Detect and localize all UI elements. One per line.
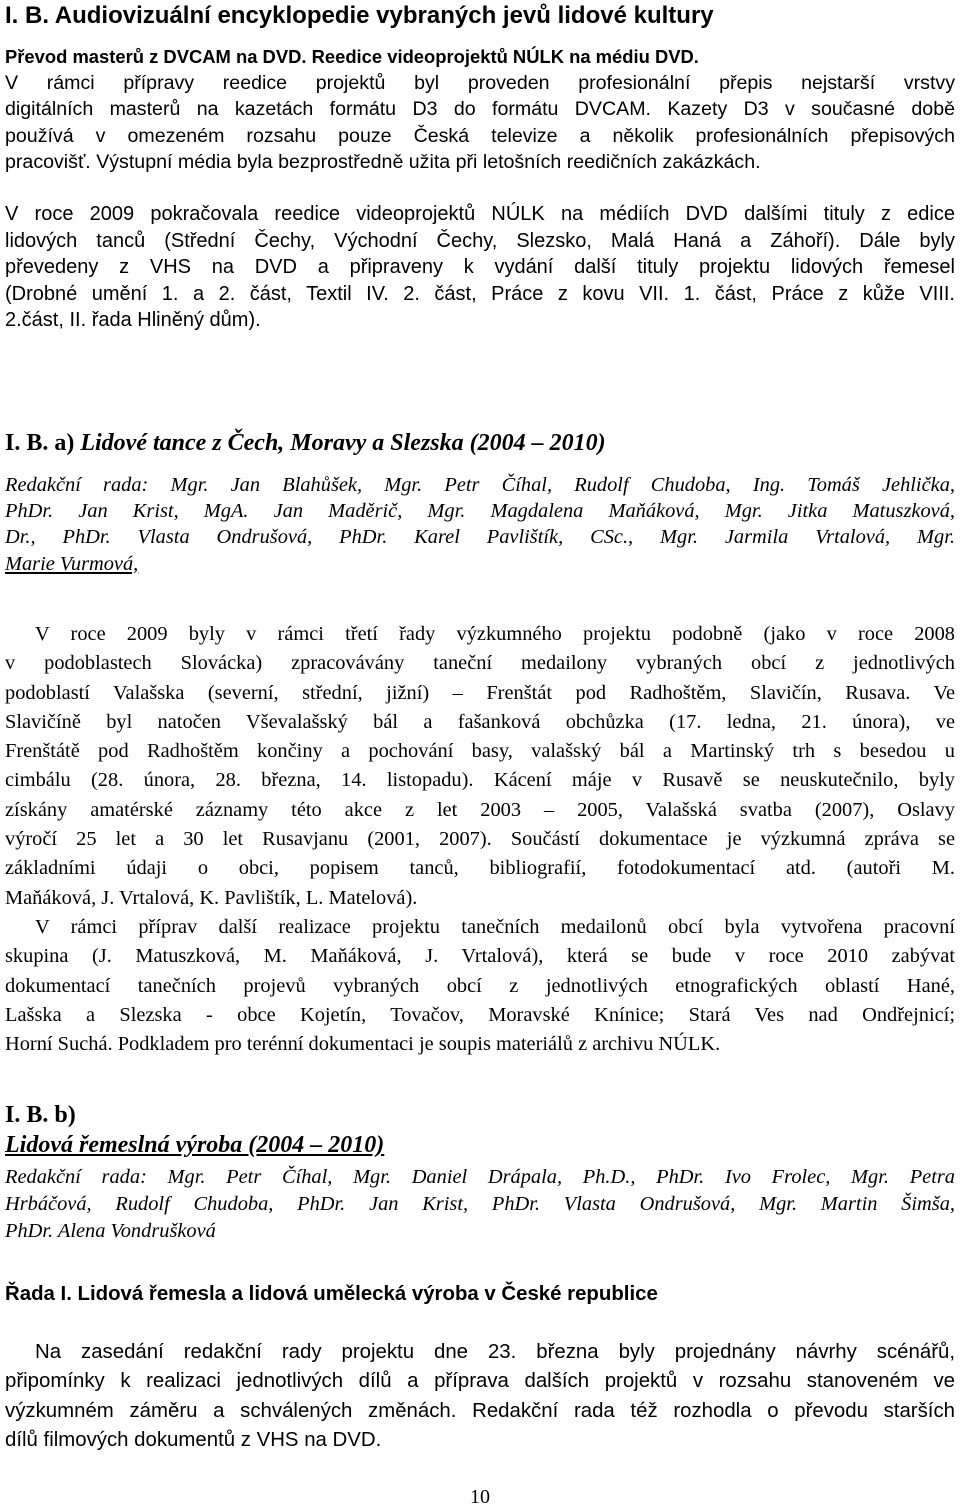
body-line: výročí 25 let a 30 let Rusavjanu (2001, 2007). Součástí dokumentace je výzkumná zpráva se: [5, 828, 955, 851]
body-line: Maňáková, J. Vrtalová, K. Pavlištík, L. Matelová).: [5, 886, 418, 909]
paragraph-line: digitálních masterů na kazetách formátu D3 do formátu DVCAM. Kazety D3 v současné době: [5, 98, 955, 121]
paragraph-reedice: [5, 201, 955, 334]
paragraph-line: (Drobné umění 1. a 2. část, Textil IV. 2. část, Práce z kovu VII. 1. část, Práce z kůže VIII.: [5, 282, 955, 305]
subsection-b-title-text: Lidová řemeslná výroba (2004 – 2010): [5, 1132, 385, 1158]
body-line: výzkumném záměru a schválených změnách. Redakční rada též rozhodla o převodu starších: [5, 1399, 955, 1422]
subsection-a-title: Lidové tance z Čech, Moravy a Slezska (2004 – 2010): [80, 430, 606, 456]
body-line: Frenštátě pod Radhoštěm končiny a pochování basy, valašský bál a Martinský trh s besedou u: [5, 740, 955, 763]
subsection-a-label: I. B. a): [5, 430, 81, 456]
subsection-b-label: I. B. b): [5, 1102, 76, 1128]
body-line: cimbálu (28. února, 28. března, 14. listopadu). Kácení máje v Rusavě se neuskutečnilo, byly: [5, 769, 955, 792]
section-lead: [5, 44, 955, 70]
body-line: skupina (J. Matuszková, M. Maňáková, J. Vrtalová), která se bude v roce 2010 zabývat: [5, 945, 955, 968]
body-line: dílů filmových dokumentů z VHS na DVD.: [5, 1429, 382, 1452]
body-line: V roce 2009 byly v rámci třetí řady výzkumného projektu podobně (jako v roce 2008: [35, 623, 955, 645]
body-line: Slavičíně byl natočen Vševalašský bál a fašanková obchůzka (17. ledna, 21. února), ve: [5, 710, 955, 733]
paragraph-line: lidových tanců (Střední Čechy, Východní Čechy, Slezsko, Malá Haná a Záhoří). Dále byly: [5, 229, 955, 252]
body-line: získány amatérské záznamy této akce z let 2003 – 2005, Valašská svatba (2007), Oslavy: [5, 798, 955, 821]
body-line: připomínky k realizaci jednotlivých dílů a příprava dalších projektů v rozsahu stanoveném ve: [5, 1370, 955, 1393]
page-number: 10: [470, 1486, 490, 1508]
subsection-b-editors: [5, 1164, 955, 1245]
paragraph-line: používá v omezeném rozsahu pouze Česká televize a několik profesionálních přepisových: [5, 124, 955, 147]
section-title-text: I. B. Audiovizuální encyklopedie vybraných jevů lidové kultury: [5, 2, 714, 29]
subsection-a-heading: [5, 428, 955, 458]
paragraph-dvcam: [5, 70, 955, 176]
editors-line: Hrbáčová, Rudolf Chudoba, PhDr. Jan Krist, PhDr. Vlasta Ondrušová, Mgr. Martin Šimša,: [5, 1193, 955, 1215]
body-line: V rámci příprav další realizace projektu tanečních medailonů obcí byla vytvořena pracovní: [35, 915, 955, 938]
paragraph-line: V rámci přípravy reedice projektů byl proveden profesionální přepis nejstarší vrstvy: [5, 72, 955, 94]
editors-line: Marie Vurmová,: [5, 552, 139, 575]
section-title: [5, 2, 955, 30]
editors-line: PhDr. Alena Vondrušková: [5, 1220, 216, 1242]
editors-line: Redakční rada: Mgr. Petr Číhal, Mgr. Daniel Drápala, Ph.D., PhDr. Ivo Frolec, Mgr. Petra: [5, 1166, 955, 1188]
editors-line: Redakční rada: Mgr. Jan Blahůšek, Mgr. Petr Číhal, Rudolf Chudoba, Ing. Tomáš Jehlička,: [5, 474, 955, 496]
section-lead-text: Převod masterů z DVCAM na DVD. Reedice videoprojektů NÚLK na médiu DVD.: [5, 46, 699, 67]
body-line: Horní Suchá. Podkladem pro terénní dokumentaci je soupis materiálů z archivu NÚLK.: [5, 1033, 721, 1056]
series-title: Řada I. Lidová řemesla a lidová umělecká výroba v České republice: [5, 1283, 658, 1305]
subsection-a-editors: [5, 472, 955, 577]
body-line: Na zasedání redakční rady projektu dne 23. března byly projednány návrhy scénářů,: [35, 1341, 955, 1363]
subsection-b-title: [5, 1130, 955, 1160]
subsection-a-body: [5, 620, 955, 1059]
series-body: [5, 1338, 955, 1456]
paragraph-line: pracovišť. Výstupní média byla bezprostředně užita při letošních reedičních zakázkách.: [5, 151, 761, 174]
body-line: podoblastí Valašska (severní, střední, jižní) – Frenštát pod Radhoštěm, Slavičín, Rusava. Ve: [5, 681, 955, 704]
paragraph-line: 2.část, II. řada Hliněný dům).: [5, 309, 261, 332]
body-line: v podoblastech Slovácka) zpracovávány taneční medailony vybraných obcí z jednotlivých: [5, 652, 955, 675]
body-line: základními údaji o obci, popisem tanců, bibliografií, fotodokumentací atd. (autoři M.: [5, 857, 955, 880]
paragraph-line: V roce 2009 pokračovala reedice videoprojektů NÚLK na médiích DVD dalšími tituly z edice: [5, 203, 955, 225]
editors-line: PhDr. Jan Krist, MgA. Jan Maděrič, Mgr. Magdalena Maňáková, Mgr. Jitka Matuszková,: [5, 500, 955, 523]
paragraph-line: převedeny z VHS na DVD a připraveny k vydání další tituly projektu lidových řemesel: [5, 256, 955, 279]
body-line: dokumentací tanečních projevů vybraných obcí z jednotlivých etnografických oblastí Hané,: [5, 974, 955, 997]
editors-line: Dr., PhDr. Vlasta Ondrušová, PhDr. Karel Pavlištík, CSc., Mgr. Jarmila Vrtalová, Mgr.: [5, 526, 955, 549]
body-line: Lašska a Slezska - obce Kojetín, Tovačov, Moravské Knínice; Stará Ves nad Ondřejnicí;: [5, 1003, 955, 1026]
